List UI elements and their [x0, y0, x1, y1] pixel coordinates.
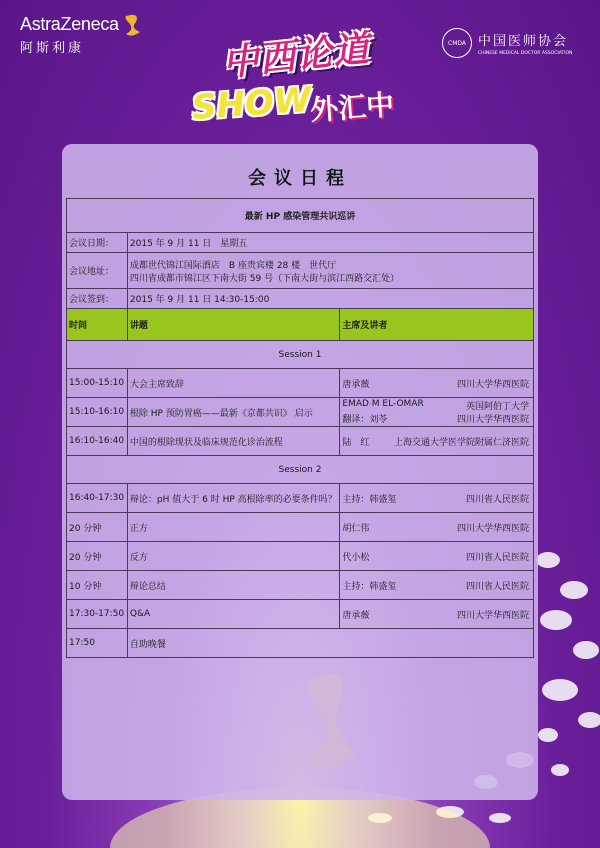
topic-cell: 反方: [127, 542, 339, 571]
table-row: [67, 369, 534, 398]
cmda-name-chinese: 中国医师协会: [478, 34, 569, 49]
time-cell: 16:40-17:30: [67, 484, 128, 513]
speaker-org: 四川省人民医院: [465, 552, 529, 563]
topic-cell: 正方: [127, 513, 339, 542]
agenda-title: 最新 HP 感染管理共识巡讲: [67, 199, 534, 233]
session-label: Session 1: [67, 341, 534, 369]
session-row: [67, 456, 534, 484]
agenda-panel: [62, 144, 538, 800]
time-cell: 16:10-16:40: [67, 427, 128, 456]
speaker-cell: [340, 369, 534, 398]
speaker-name: EMAD M EL-OMAR: [342, 399, 424, 409]
date-label: 会议日期：: [67, 233, 128, 253]
address-value: [127, 253, 533, 289]
brand-title: 中西论道: [220, 28, 373, 85]
speaker-org: 四川大学华西医院: [456, 523, 529, 534]
speaker-name: 唐承薇: [342, 610, 370, 621]
speaker-cell: [340, 427, 534, 456]
table-row: [67, 398, 534, 427]
signin-row: [67, 289, 534, 309]
speaker-name: 主持：韩盛玺: [342, 581, 397, 592]
speaker-org: 英国阿伯丁大学: [465, 402, 529, 412]
agenda-table: [66, 198, 534, 658]
topic-cell: 辩论：pH 值大于 6 时 HP 高根除率的必要条件吗？: [127, 484, 339, 513]
speaker-org: 四川省人民医院: [465, 494, 529, 505]
time-cell: 15:10-16:10: [67, 398, 128, 427]
column-header-topic: 讲题: [127, 309, 339, 341]
brand-subtitle: 外汇中: [309, 88, 396, 127]
speaker-cell: [340, 571, 534, 600]
brand-show-text: SHOW: [190, 79, 313, 129]
table-row: [67, 629, 534, 658]
cmda-name-english: CHINESE MEDICAL DOCTOR ASSOCIATION: [478, 51, 573, 56]
table-row: [67, 427, 534, 456]
signin-value: 2015 年 9 月 11 日 14:30-15:00: [127, 289, 533, 309]
table-row: [67, 571, 534, 600]
cmda-seal-icon: CMDA: [442, 28, 472, 58]
topic-cell: 中国的根除现状及临床规范化诊治流程: [127, 427, 339, 456]
speaker-name: 代小松: [342, 552, 370, 563]
time-cell: 17:30-17:50: [67, 600, 128, 629]
astrazeneca-logo-chinese: 阿斯利康: [20, 41, 85, 56]
speaker-cell: [340, 600, 534, 629]
table-row: [67, 542, 534, 571]
time-cell: 10 分钟: [67, 571, 128, 600]
date-row: [67, 233, 534, 253]
agenda-heading: 会议日程: [248, 168, 352, 189]
translator-name: 翻译：刘苓: [342, 415, 388, 425]
address-line-2: 四川省成都市锦江区下南大街 59 号（下南大街与滨江西路交汇处）: [129, 273, 400, 284]
time-cell: 20 分钟: [67, 513, 128, 542]
column-header-time: 时间: [67, 309, 128, 341]
astrazeneca-logo-text: AstraZeneca: [20, 14, 119, 34]
table-row: [67, 600, 534, 629]
address-label: 会议地址：: [67, 253, 128, 289]
session-label: Session 2: [67, 456, 534, 484]
topic-cell: 根除 HP 预防胃癌——最新《京都共识》 启示: [127, 398, 339, 427]
session-row: [67, 341, 534, 369]
address-row: [67, 253, 534, 289]
signin-label: 会议签到：: [67, 289, 128, 309]
speaker-name: 唐承薇: [342, 379, 370, 390]
time-cell: 17:50: [67, 629, 128, 658]
time-cell: 20 分钟: [67, 542, 128, 571]
date-value: 2015 年 9 月 11 日 星期五: [127, 233, 533, 253]
speaker-cell: [340, 398, 534, 427]
speaker-org: 四川大学华西医院: [456, 379, 529, 390]
column-header-row: [67, 309, 534, 341]
speaker-name: 主持：韩盛玺: [342, 494, 397, 505]
topic-cell: 自助晚餐: [127, 629, 533, 658]
time-cell: 15:00-15:10: [67, 369, 128, 398]
speaker-name: 胡仁伟: [342, 523, 370, 534]
address-line-1: 成都世代锦江国际酒店 B 座贵宾楼 28 楼 世代厅: [129, 260, 337, 271]
speaker-cell: [340, 484, 534, 513]
table-row: [67, 513, 534, 542]
speaker-cell: [340, 542, 534, 571]
speaker-org: 四川大学华西医院: [456, 610, 529, 621]
speaker-org: 上海交通大学医学院附属仁济医院: [393, 437, 529, 448]
speaker-name: 陆 红: [342, 437, 370, 448]
topic-cell: Q&A: [127, 600, 339, 629]
speaker-cell: [340, 513, 534, 542]
topic-cell: 大会主席致辞: [127, 369, 339, 398]
speaker-org: 四川省人民医院: [465, 581, 529, 592]
topic-cell: 辩论总结: [127, 571, 339, 600]
table-row: [67, 484, 534, 513]
column-header-speaker: 主席及讲者: [340, 309, 534, 341]
translator-org: 四川大学华西医院: [456, 415, 529, 425]
agenda-title-row: [67, 199, 534, 233]
